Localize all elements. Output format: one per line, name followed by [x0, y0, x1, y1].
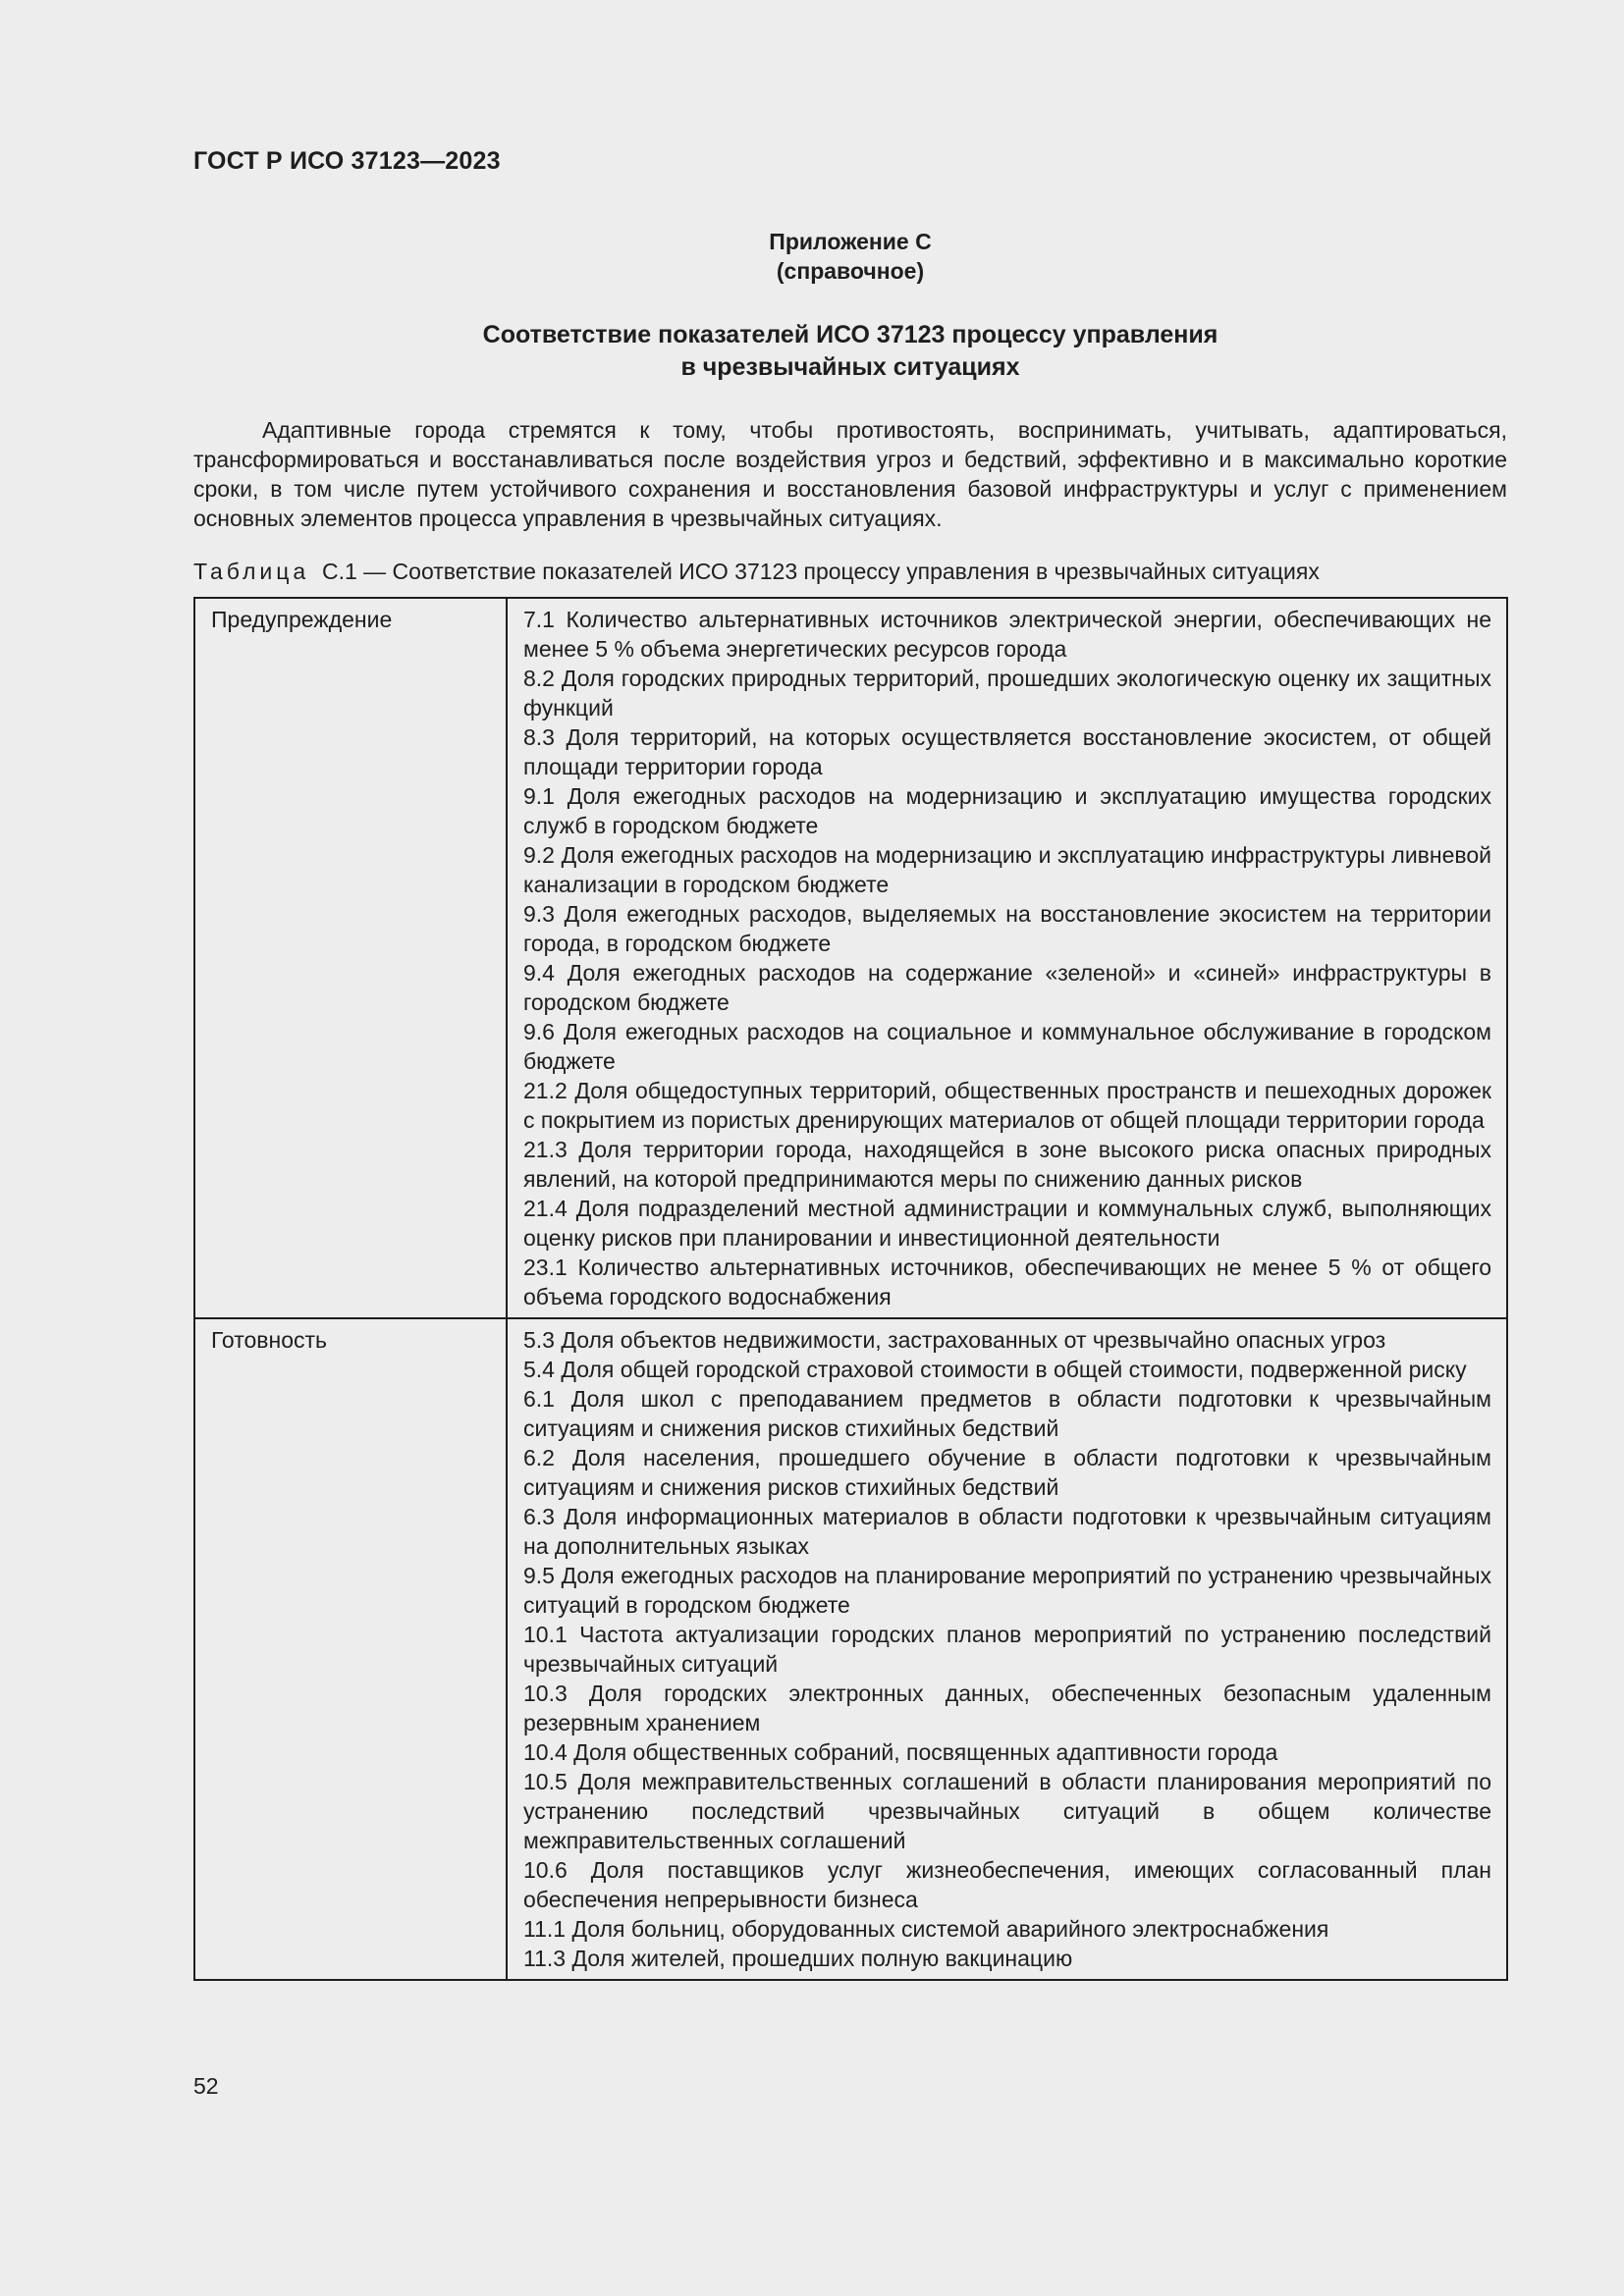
indicator-item: 9.5 Доля ежегодных расходов на планирование мероприятий по устранению чрезвычайных ситуаций в городском бюджете — [523, 1563, 1491, 1618]
intro-paragraph: Адаптивные города стремятся к тому, чтобы противостоять, воспринимать, учитывать, адаптироваться, трансформироваться и восстанавливаться после воздействия угроз и бедствий, эффективно и в максимально короткие сроки, в том числе путем устойчивого сохранения и восстановления базовой инфраструктуры и услуг с применением основных элементов процесса управления в чрезвычайных ситуациях. — [193, 417, 1507, 531]
document-header: ГОСТ Р ИСО 37123—2023 — [193, 147, 501, 175]
document-title — [193, 319, 1507, 384]
indicator-item: 10.5 Доля межправительственных соглашений в области планирования мероприятий по устранению последствий чрезвычайных ситуаций в общем количестве межправительственных соглашений — [523, 1769, 1491, 1853]
indicator-item: 10.3 Доля городских электронных данных, обеспеченных безопасным удаленным резервным хранением — [523, 1681, 1491, 1735]
indicator-item: 21.4 Доля подразделений местной администрации и коммунальных служб, выполняющих оценку рисков при планировании и инвестиционной деятельности — [523, 1196, 1491, 1251]
document-title-line-1: Соответствие показателей ИСО 37123 процессу управления — [482, 321, 1218, 348]
indicator-item: 21.3 Доля территории города, находящейся в зоне высокого риска опасных природных явлений, на которой предпринимаются меры по снижению данных рисков — [523, 1137, 1491, 1192]
page-number: 52 — [193, 2073, 219, 2099]
indicator-item: 8.3 Доля территорий, на которых осуществляется восстановление экосистем, от общей площади территории города — [523, 724, 1491, 779]
indicators-cell — [507, 1318, 1507, 1980]
indicator-item: 11.3 Доля жителей, прошедших полную вакцинацию — [523, 1946, 1073, 1971]
indicator-item: 6.2 Доля населения, прошедшего обучение в области подготовки к чрезвычайным ситуациям и снижения рисков стихийных бедствий — [523, 1445, 1491, 1500]
indicator-item: 7.1 Количество альтернативных источников электрической энергии, обеспечивающих не менее 5 % объема энергетических ресурсов города — [523, 607, 1491, 662]
indicator-item: 6.3 Доля информационных материалов в области подготовки к чрезвычайным ситуациям на дополнительных языках — [523, 1504, 1491, 1559]
correspondence-table — [193, 597, 1508, 1981]
indicator-item: 10.1 Частота актуализации городских планов мероприятий по устранению последствий чрезвычайных ситуаций — [523, 1622, 1491, 1677]
indicator-item: 9.2 Доля ежегодных расходов на модернизацию и эксплуатацию инфраструктуры ливневой канализации в городском бюджете — [523, 842, 1491, 897]
indicator-item: 10.4 Доля общественных собраний, посвященных адаптивности города — [523, 1739, 1278, 1765]
indicator-item: 5.3 Доля объектов недвижимости, застрахованных от чрезвычайно опасных угроз — [523, 1327, 1386, 1353]
appendix-type: (справочное) — [776, 258, 925, 284]
indicator-item: 23.1 Количество альтернативных источников, обеспечивающих не менее 5 % от общего объема городского водоснабжения — [523, 1255, 1491, 1309]
indicator-item: 11.1 Доля больниц, оборудованных системой аварийного электроснабжения — [523, 1916, 1329, 1942]
table-row-preparedness — [194, 1318, 1507, 1980]
indicators-cell — [507, 598, 1507, 1318]
indicator-item: 6.1 Доля школ с преподаванием предметов в области подготовки к чрезвычайным ситуациям и снижения рисков стихийных бедствий — [523, 1386, 1491, 1441]
stage-cell: Предупреждение — [194, 598, 507, 1318]
table-caption-text: С.1 — Соответствие показателей ИСО 37123 процессу управления в чрезвычайных ситуациях — [321, 559, 1320, 584]
indicator-item: 9.4 Доля ежегодных расходов на содержание «зеленой» и «синей» инфраструктуры в городском бюджете — [523, 960, 1491, 1015]
appendix-heading — [193, 227, 1507, 286]
document-title-line-2: в чрезвычайных ситуациях — [680, 353, 1020, 381]
appendix-title: Приложение С — [769, 229, 932, 254]
table-caption — [193, 557, 1507, 586]
stage-cell: Готовность — [194, 1318, 507, 1980]
indicator-item: 9.3 Доля ежегодных расходов, выделяемых на восстановление экосистем на территории города, в городском бюджете — [523, 901, 1491, 956]
indicator-item: 10.6 Доля поставщиков услуг жизнеобеспечения, имеющих согласованный план обеспечения непрерывности бизнеса — [523, 1857, 1491, 1912]
indicator-item: 9.1 Доля ежегодных расходов на модернизацию и эксплуатацию имущества городских служб в городском бюджете — [523, 783, 1491, 838]
indicator-item: 9.6 Доля ежегодных расходов на социальное и коммунальное обслуживание в городском бюджете — [523, 1019, 1491, 1074]
table-row-prevention — [194, 598, 1507, 1318]
indicator-item: 21.2 Доля общедоступных территорий, общественных пространств и пешеходных дорожек с покрытием из пористых дренирующих материалов от общей площади территории города — [523, 1078, 1491, 1133]
indicator-item: 5.4 Доля общей городской страховой стоимости в общей стоимости, подверженной риску — [523, 1357, 1467, 1382]
table-caption-label: Таблица — [193, 559, 310, 584]
indicator-item: 8.2 Доля городских природных территорий, прошедших экологическую оценку их защитных функций — [523, 666, 1491, 721]
